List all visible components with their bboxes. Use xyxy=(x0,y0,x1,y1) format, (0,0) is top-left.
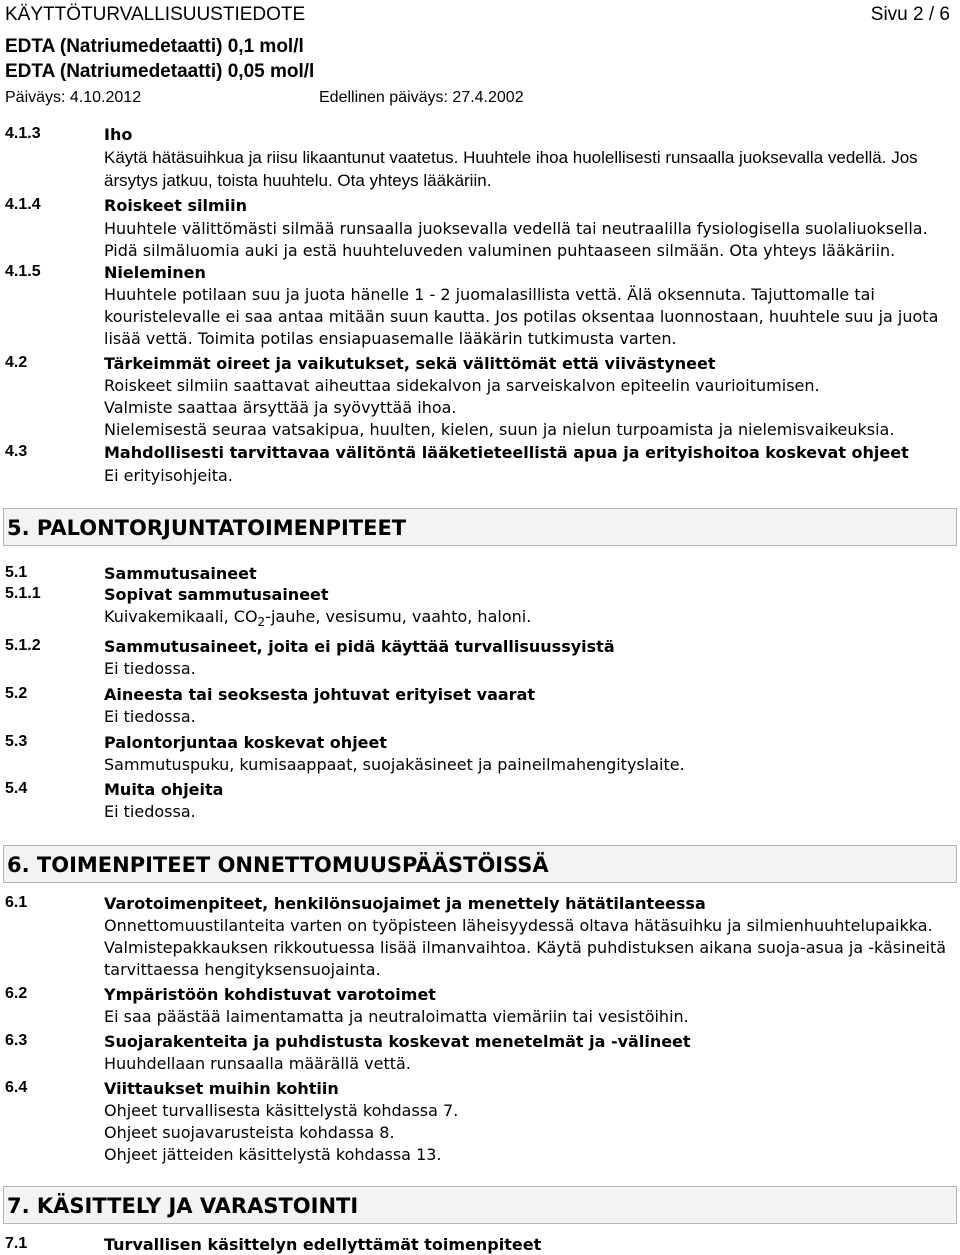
section-text xyxy=(104,1100,954,1166)
section-title: Ympäristöön kohdistuvat varotoimet xyxy=(104,985,436,1004)
section-text xyxy=(104,915,954,981)
section-text: Huuhtele välittömästi silmää runsaalla juoksevalla vedellä tai neutraalilla fysiologisella suolaliuoksella. Pidä silmäluomia auki ja estä huuhteluveden valuminen puhtaaseen silmään. Ota yhteys lääkäriin. xyxy=(104,219,928,260)
text-line: Ohjeet jätteiden käsittelystä kohdassa 13. xyxy=(104,1145,442,1164)
section-text: Ei tiedossa. xyxy=(104,802,196,821)
section-number: 6.3 xyxy=(5,1032,28,1049)
section-number: 4.2 xyxy=(5,354,28,371)
section-title: Turvallisen käsittelyn edellyttämät toimenpiteet xyxy=(104,1235,542,1254)
section-number: 5.4 xyxy=(5,780,28,797)
section-title: Aineesta tai seoksesta johtuvat erityiset vaarat xyxy=(104,685,536,704)
section-text: Ei saa päästää laimentamatta ja neutraloimatta viemäriin tai vesistöihin. xyxy=(104,1007,689,1026)
text-line: Valmistepakkauksen rikkoutuessa lisää ilmanvaihtoa. Käytä puhdistuksen aikana suoja-asua ja -käsineitä tarvittaessa hengityksensuojainta. xyxy=(104,938,947,979)
previous-date: Edellinen päiväys: 27.4.2002 xyxy=(319,89,524,106)
section-number: 6.1 xyxy=(5,894,28,911)
section-text: Huuhdellaan runsaalla määrällä vettä. xyxy=(104,1054,411,1073)
subscript: 2 xyxy=(257,615,266,629)
section-text: Sammutuspuku, kumisaappaat, suojakäsineet ja paineilmahengityslaite. xyxy=(104,755,685,774)
section-title: Sammutusaineet xyxy=(104,564,257,583)
section-number: 5.1.1 xyxy=(5,585,41,602)
section-number: 5.1 xyxy=(5,564,28,581)
issue-date: Päiväys: 4.10.2012 xyxy=(5,89,142,106)
section-title: Iho xyxy=(104,125,133,144)
section-number: 5.3 xyxy=(5,733,28,750)
section-text: Kuivakemikaali, $CO_2$-jauhe, vesisumu, vaahto, haloni. xyxy=(104,607,532,629)
section-number: 7.1 xyxy=(5,1235,28,1252)
section-text: Ei tiedossa. xyxy=(104,707,196,726)
section-title: Varotoimenpiteet, henkilönsuojaimet ja menettely hätätilanteessa xyxy=(104,894,706,913)
section-heading-5: 5. PALONTORJUNTATOIMENPITEET xyxy=(3,508,957,546)
text-line: Ohjeet suojavarusteista kohdassa 8. xyxy=(104,1123,395,1142)
text-line: Valmiste saattaa ärsyttää ja syövyttää ihoa. xyxy=(104,398,457,417)
product-name-1: EDTA (Natriumedetaatti) 0,1 mol/l xyxy=(5,36,304,57)
text-line: Roiskeet silmiin saattavat aiheuttaa sidekalvon ja sarveiskalvon epiteelin vaurioitumisen. xyxy=(104,376,820,395)
page-number: Sivu 2 / 6 xyxy=(870,4,950,25)
text-line: Nielemisestä seuraa vatsakipua, huulten, kielen, suun ja nielun turpoamista ja nielemisvaikeuksia. xyxy=(104,420,895,439)
section-text: Ei tiedossa. xyxy=(104,659,196,678)
section-title: Roiskeet silmiin xyxy=(104,196,247,215)
section-number: 4.1.5 xyxy=(5,263,41,280)
section-number: 4.3 xyxy=(5,443,28,460)
section-title: Suojarakenteita ja puhdistusta koskevat menetelmät ja -välineet xyxy=(104,1032,691,1051)
section-title: Tärkeimmät oireet ja vaikutukset, sekä välittömät että viivästyneet xyxy=(104,354,716,373)
section-title: Viittaukset muihin kohtiin xyxy=(104,1079,339,1098)
text-line: Onnettomuustilanteita varten on työpisteen läheisyydessä oltava hätäsuihku ja silmienhuuhtelupaikka. xyxy=(104,916,933,935)
date-line xyxy=(5,89,524,107)
section-title: Sopivat sammutusaineet xyxy=(104,585,329,604)
section-title: Mahdollisesti tarvittavaa välitöntä lääketieteellistä apua ja erityishoitoa koskevat ohjeet xyxy=(104,443,909,462)
section-number: 5.1.2 xyxy=(5,637,41,654)
section-text: Ei erityisohjeita. xyxy=(104,466,233,485)
text-line: Ohjeet turvallisesta käsittelystä kohdassa 7. xyxy=(104,1101,459,1120)
section-text: Käytä hätäsuihkua ja riisu likaantunut vaatetus. Huuhtele ihoa huolellisesti runsaalla juoksevalla vedellä. Jos ärsytys jatkuu, toista huuhtelu. Ota yhteys lääkäriin. xyxy=(104,148,918,190)
section-title: Muita ohjeita xyxy=(104,780,224,799)
section-heading-7: 7. KÄSITTELY JA VARASTOINTI xyxy=(3,1186,957,1224)
section-number: 4.1.3 xyxy=(5,125,41,142)
section-number: 5.2 xyxy=(5,685,28,702)
document-type: KÄYTTÖTURVALLISUUSTIEDOTE xyxy=(5,4,306,25)
section-text xyxy=(104,375,954,441)
product-name-2: EDTA (Natriumedetaatti) 0,05 mol/l xyxy=(5,61,315,82)
section-text: Huuhtele potilaan suu ja juota hänelle 1 - 2 juomalasillista vettä. Älä oksennuta. Tajuttomalle tai kouristelevalle ei saa antaa mitään suun kautta. Jos potilas oksentaa luonnostaan, huuhtele suu ja juota lisää vettä. Toimita potilas ensiapuasemalle lääkärin tutkimusta varten. xyxy=(104,285,939,348)
section-number: 6.4 xyxy=(5,1079,28,1096)
section-heading-6: 6. TOIMENPITEET ONNETTOMUUSPÄÄSTÖISSÄ xyxy=(3,845,957,883)
section-number: 4.1.4 xyxy=(5,196,41,213)
section-title: Palontorjuntaa koskevat ohjeet xyxy=(104,733,388,752)
section-title: Sammutusaineet, joita ei pidä käyttää turvallisuussyistä xyxy=(104,637,615,656)
section-number: 6.2 xyxy=(5,985,28,1002)
section-title: Nieleminen xyxy=(104,263,206,282)
